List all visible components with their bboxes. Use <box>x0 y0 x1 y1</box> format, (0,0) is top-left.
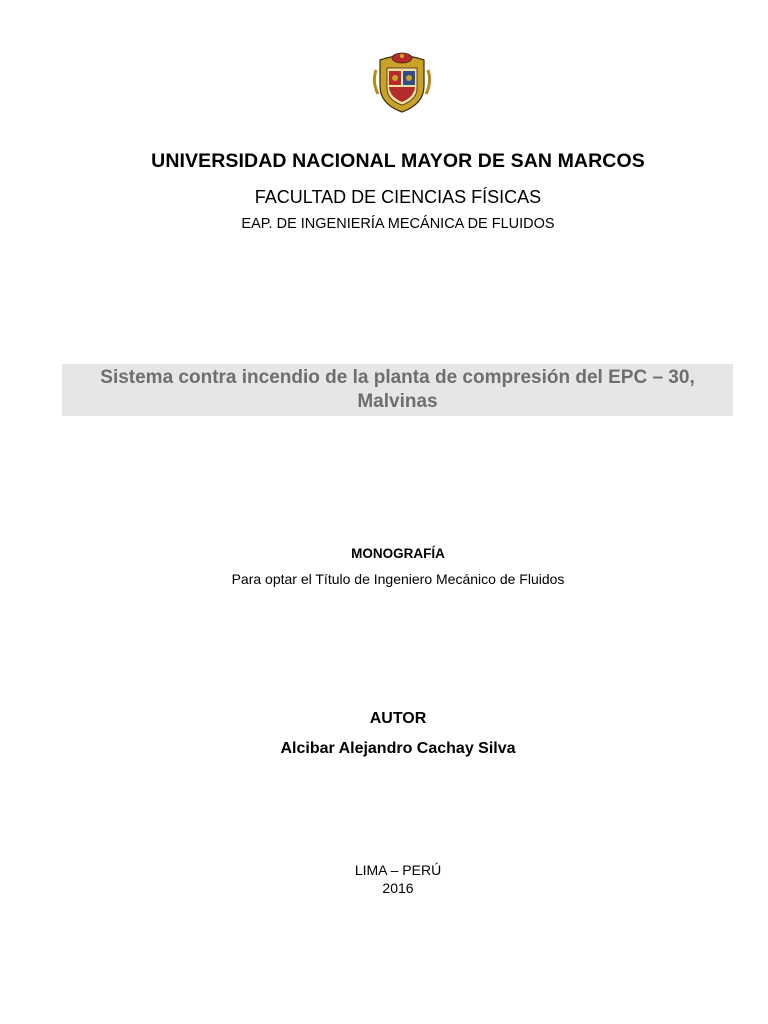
author-heading: AUTOR <box>369 710 427 727</box>
year: 2016 <box>382 880 414 896</box>
university-name: UNIVERSIDAD NACIONAL MAYOR DE SAN MARCOS <box>151 150 645 172</box>
document-type: MONOGRAFÍA <box>351 546 445 561</box>
degree-purpose: Para optar el Título de Ingeniero Mecánico de Fluidos <box>231 571 565 587</box>
school-name: EAP. DE INGENIERÍA MECÁNICA DE FLUIDOS <box>241 216 555 232</box>
university-crest-icon <box>372 50 432 114</box>
city: LIMA – PERÚ <box>354 862 442 878</box>
title-line-1: Sistema contra incendio de la planta de compresión del EPC – 30, <box>100 367 695 388</box>
author-name: Alcibar Alejandro Cachay Silva <box>280 740 516 757</box>
title-line-2: Malvinas <box>357 391 438 412</box>
faculty-name: FACULTAD DE CIENCIAS FÍSICAS <box>254 187 542 207</box>
document-title <box>62 364 733 414</box>
